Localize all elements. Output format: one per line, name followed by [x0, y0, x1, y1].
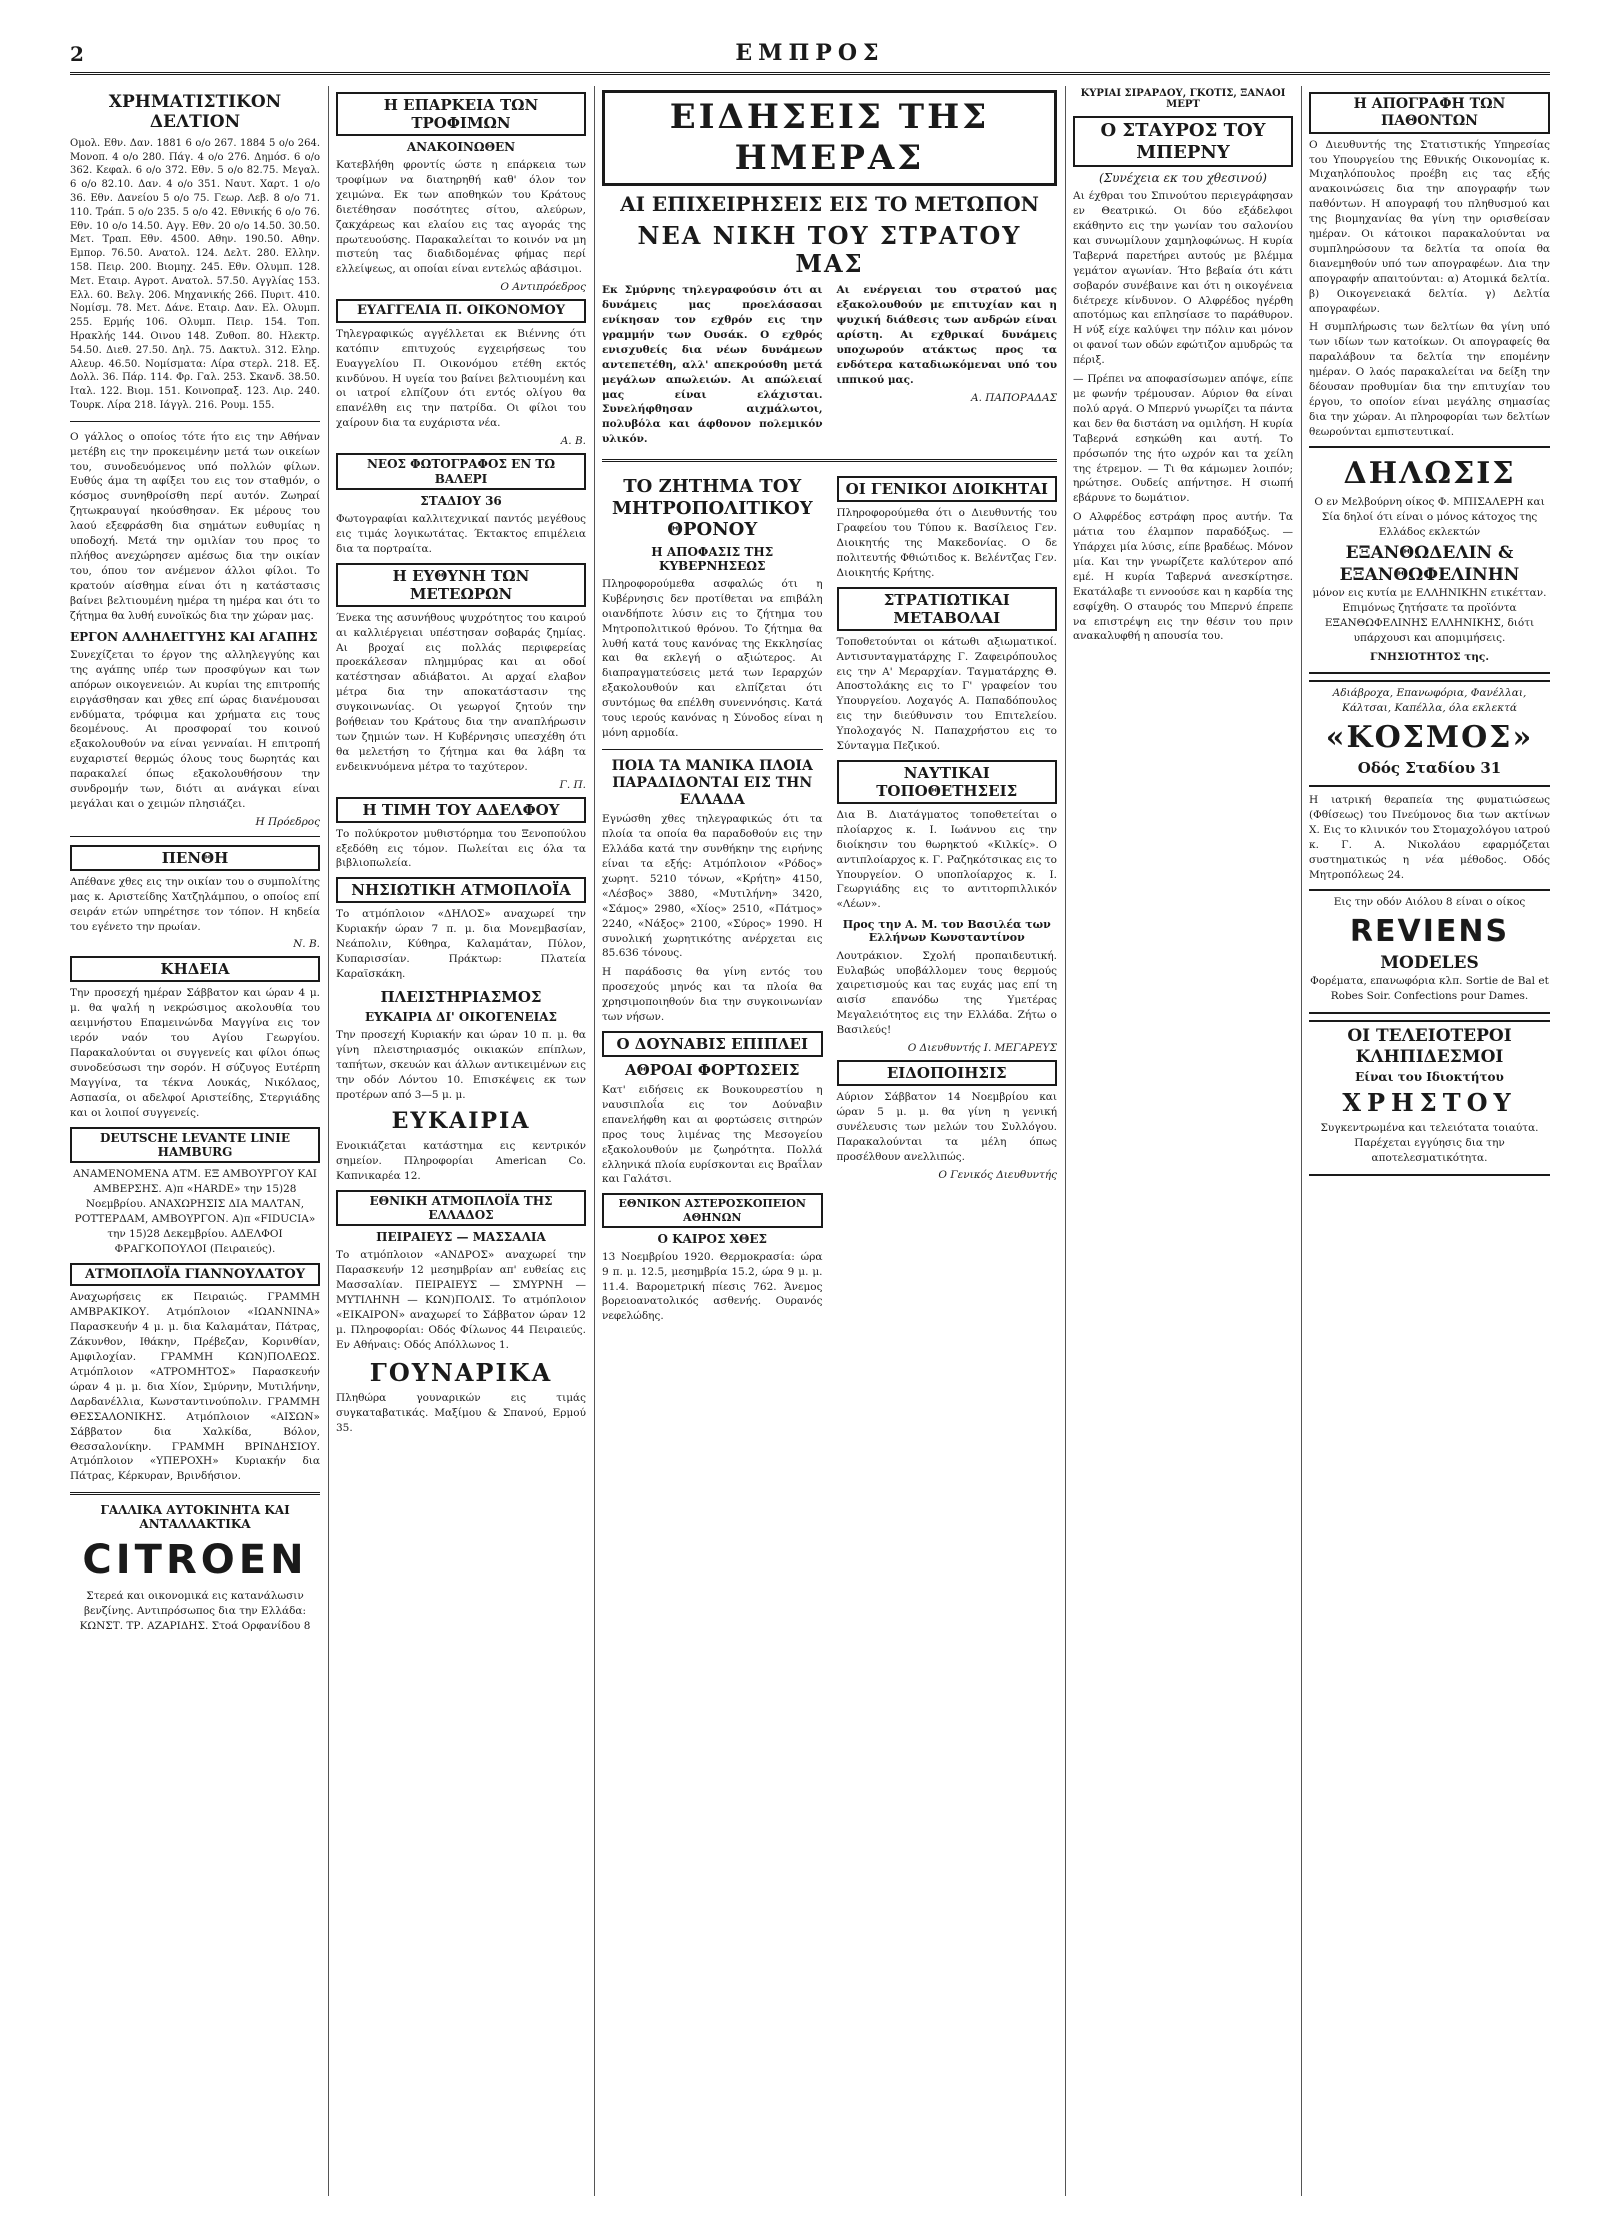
kosmos-ad — [1309, 680, 1550, 787]
palace-text: Λουτράκιον. Σχολή προπαιδευτική. Ευλαβώς υποβάλλομεν τους θερμούς χαιρετισμούς και τας ευχάς μας επί τη αισίσ επανόδω της Υμετέρας Μεγαλειότητος εις την Ελλάδα. Ζήτω ο Βασιλεύς! — [836, 949, 1057, 1037]
news-text: Εγνώσθη χθες τηλεγραφικώς ότι τα πλοία τα οποία θα παραδοθούν εις την Ελλάδα κατά την συνθήκην της ειρήνης είναι τα εξής: Ατμόπλοιον «Ρόδος» χωρητ. 5210 τόνων, «Κρήτη» 4150, «Λέσβος» 3880, «Μυτιλήνη» 3420, «Σάμος» 2980, «Χίος» 2510, «Πάτμος» 2240, «Νάξος» 2100, «Σύρος» 1990. Η συνολική χωρητικότης ανέρχεται εις 85.636 τόνους. — [602, 813, 823, 960]
giannoulatou-text: Αναχωρήσεις εκ Πειραιώς. ΓΡΑΜΜΗ ΑΜΒΡΑΚΙΚΟΥ. Ατμόπλοιον «ΙΩΑΝΝΙΝΑ» Παρασκευήν 4 μ. μ. δια Καλαμάταν, Πάτρας, Ζάκυνθον, Ιθάκην, Πρέβεζαν, Κορινθίαν, Αμφιλοχίαν. ΓΡΑΜΜΗ ΚΩΝ)ΠΟΛΕΩΣ. Ατμόπλοιον «ΑΤΡΟΜΗΤΟΣ» Παρασκευήν ώραν 4 μ. μ. δια Χίον, Σμύρνην, Μυτιλήνην, Δαρδανέλλια, Κωνσταντινούπολιν. ΓΡΑΜΜΗ ΘΕΣΣΑΛΟΝΙΚΗΣ. Ατμόπλοιον «ΑΙΣΩΝ» Σάββατον δια Χαλκίδα, Βόλον, Θεσσαλονίκην. ΓΡΑΜΜΗ ΒΡΙΝΔΗΣΙΟΥ. Ατμόπλοιον «ΥΠΕΡΟΧΗ» Κυριακήν δια Πάτρας, Κέρκυραν, Βρινδήσιον. — [70, 1291, 320, 1483]
column-4 — [1073, 86, 1293, 2196]
subcolumn-right — [837, 470, 1058, 1328]
last-subtitle: Είναι του Ιδιοκτήτου — [1355, 1070, 1504, 1085]
subcolumn-left — [602, 470, 823, 1328]
penthi-title: ΠΕΝΘΗ — [70, 845, 320, 871]
kosmos-title: «ΚΟΣΜΟΣ» — [1325, 720, 1534, 756]
palace-signature: Ο Διευθυντής Ι. ΜΕΓΑΡΕΥΣ — [907, 1042, 1057, 1055]
photo-text: Φωτογραφίαι καλλιτεχνικαί παντός μεγέθους εις τιμάς λογικωτάτας. Έκτακτος επιμέλεια δια τα πορτραίτα. — [336, 512, 586, 555]
column-1 — [70, 86, 320, 2196]
notice-signature: Ο Γενικός Διευθυντής — [938, 1168, 1057, 1181]
subcolumns — [602, 470, 1057, 1328]
kideia-text: Την προσεχή ημέραν Σάββατον και ώραν 4 μ. μ. θα ψαλή η νεκρώσιμος ακολουθία του αειμνήστου Επαμεινώνδα Μαγγίνα εις τον ιερόν ναόν του Αγίου Γεωργίου. Παρακαλούνται οι συγγενείς και φίλοι όπως συνοδεύσωσι την σορόν. Η σύζυγος Ευτέρπη Μαγγίνα, τα τέκνα Λουκάς, Νικόλαος, Ασπασία, οι αδελφοί Αριστείδης, Στεργιάδης και οι λοιποί συγγενείς. — [70, 987, 320, 1119]
photo-subtitle: ΣΤΑΔΙΟΥ 36 — [420, 493, 502, 508]
throne-subtitle: Η ΑΠΟΦΑΣΙΣ ΤΗΣ ΚΥΒΕΡΝΗΣΕΩΣ — [651, 544, 774, 573]
general-admin-text: Πληροφορούμεθα ότι ο Διευθυντής του Γραφείου του Τύπου κ. Βασίλειος Γεν. Διοικητής της Μακεδονίας. Ο δε πολιτευτής Φθιώτιδος κ. Βελέντζας Γεν. Διοικητής Κρήτης. — [836, 507, 1057, 579]
notice-title: ΕΙΔΟΠΟΙΗΣΙΣ — [837, 1060, 1058, 1086]
food-signature: Ο Αντιπρόεδρος — [500, 281, 586, 294]
column-divider — [1065, 86, 1066, 2196]
kideia-title: ΚΗΔΕΙΑ — [70, 956, 320, 982]
fur-title: ΓΟΥΝΑΡΙΚΑ — [369, 1357, 553, 1387]
ergon-signature: Η Πρόεδρος — [255, 815, 320, 828]
serial-head-top: ΚΥΡΙΑΙ ΣΙΡΑΡΔΟΥ, ΓΚΟΤΙΣ, ΞΑΝΑΟΙ ΜΕΡΤ — [1080, 88, 1286, 110]
reviens-top: Εις την οδόν Αιόλου 8 είναι ο οίκος — [1333, 895, 1526, 908]
serial-text-a: Αι έχθραι του Σπινούτου περιεγράφησαν εν Θεατρικώ. Οι δύο εξάδελφοι εκάθηντο εις την γωνίαν του σαλονίου και συνωμίλουν χαμηλοφώνως. Η κυρία Ταβερνά παρετήρει αυτούς με βλέμμα γεμάτον αγωνίαν. Ήτο βεβαία ότι κάτι σοβαρόν συνέβαινε και ότι η οικογένεια διέτρεχε κίνδυνον. Ο Αλφρέδος ηγέρθη αποτόμως και επλησίασε το παράθυρον. Η νύξ είχε καλύψει την πόλιν και μόνον οι φανοί των οδών εφώτιζον αμυδρώς τα πέριξ. — [1073, 190, 1293, 367]
lead-subtitle: ΝΕΑ ΝΙΚΗ ΤΟΥ ΣΤΡΑΤΟΥ ΜΑΣ — [637, 220, 1022, 279]
ergon-text: Συνεχίζεται το έργον της αλληλεγγύης και της αγάπης υπέρ των προσφύγων και των απόρων οικογενειών. Αι κυρίαι της επιτροπής ειργάσθησαν και χθες επί ώρας διανέμουσαι ενδύματα, τρόφιμα και χρήματα εις τους δεομένους. Αι προσφοραί του κοινού εξακολουθούν να είναι γενναίαι. Η επιτροπή ευχαριστεί θερμώς όλους τους δωρητάς και παρακαλεί όπως εξακολουθήσουν την συνδρομήν των, διότι αι ανάγκαι είναι μεγάλαι και ο χειμών πλησιάζει. — [70, 648, 320, 810]
citroen-brand: CITROEN — [82, 1537, 308, 1584]
column-divider — [328, 86, 329, 2196]
weather-text: Ένεκα της ασυνήθους ψυχρότητος του καιρού αι καλλιέργειαι υπέστησαν σοβαράς ζημίας. Αι βροχαί εις πολλάς περιφερείας προεκάλεσαν πλημμύρας και αι οδοί κατέστησαν αδιάβατοι. Αι αρχαί ελαβον μέτρα δια την αποκατάστασιν της συγκοινωνίας. Οι γεωργοί ζητούν την βοήθειαν του Κράτους δια την αναπλήρωσιν των ζημιών των. Η Κυβέρνησις υπεσχέθη ότι θα μελετήση το ζήτημα και θα λάβη τα ενδεικνυόμενα μέτρα το ταχύτερον. — [336, 611, 586, 773]
deutsche-title: DEUTSCHE LEVANTE LINIE HAMBURG — [70, 1127, 320, 1164]
eukairia-text: Ενοικιάζεται κατάστημα εις κεντρικόν σημείον. Πληροφορίαι American Co. Καπνικαρέα 12. — [336, 1139, 586, 1182]
column-3 — [602, 86, 1057, 2196]
kosmos-address: Οδός Σταδίου 31 — [1357, 759, 1502, 778]
stock-text: Ομολ. Εθν. Δαν. 1881 6 ο/ο 267. 1884 5 ο/ο 264. Μονοπ. 4 ο/ο 280. Πάγ. 4 ο/ο 276. Δημόσ. 6 ο/ο 362. Κεφαλ. 6 ο/ο 372. Εθν. 5 ο/ο 82.75. Μεγαλ. 6 ο/ο 82.10. Δαν. 4 ο/ο 351. Ναυτ. Χαρτ. 1 ο/ο 36. Εθν. Δανείου 5 ο/ο 75. Γεωρ. Λεβ. 8 ο/ο 71. 110. Τράπ. 5 ο/ο 235. 5 ο/ο 42. Εθνικής 6 ο/ο 76. Εθν. 10 ο/ο 14.50. Αγγ. Εθν. 20 ο/ο 14.50. 30.50. Μετ. Τραπ. Εθν. 4500. Αθην. 190.50. Αθην. Εμπορ. 76.50. Ανατολ. 124. Δελτ. 280. Ελλην. 158. Πειρ. 200. Βιομηχ. 245. Εθν. Ολυμπ. 128. Μετ. Εταιρ. Αγροτ. Ανατολ. 57.50. Αγγλίας 153. Ελλ. 60. Βελγ. 206. Μηχανικής 266. Πυριτ. 410. Νομίσμ. 78. Μετ. Δάνε. Εταιρ. Δαν. Ελ. Ολυμπ. 255. Ερμής 106. Ολυμπ. Πειρ. 154. Τοπ. Ηρακλής 144. Οινου 148. Ζυθοπ. 80. Ηλεκτρ. 54.50. Διεθ. 27.50. Δηλ. 75. Δακτυλ. 312. Εληρ. Αλευρ. 46.50. Νομίσματα: Λίρα στερλ. 218. Εξ. Δολλ. 36. Πάρ. 114. Φρ. Γαλ. 253. Σκανδ. 38.50. Ιταλ. 122. Βιομ. 151. Κοινοπραξ. 123. Λιρ. 240. Τουρκ. Λίρα 218. Ιάγγλ. 216. Ρουμ. 155. — [70, 137, 320, 411]
auction-title: ΠΛΕΙΣΤΗΡΙΑΣΜΟΣ — [380, 987, 542, 1006]
last-title: ΟΙ ΤΕΛΕΙΟΤΕΡΟΙ ΚΛΗΠΙΔΕΣΜΟΙ — [1347, 1025, 1512, 1067]
shipping-title: ΝΑΥΤΙΚΑΙ ΤΟΠΟΘΕΤΗΣΕΙΣ — [837, 760, 1058, 804]
throne-text: Πληροφορούμεθα ασφαλώς ότι η Κυβέρνησις δεν προτίθεται να επιβάλη οιανδήποτε λύσιν εις το ζήτημα του Μητροπολιτικού θρόνου. Το ζήτημα θα λυθή κατά τους κανόνας της Εκκλησίας και θα εκλεγή ο αξιώτερος. Αι διαπραγματεύσεις μετά των Ιεραρχών εξακολουθούν και ελπίζεται ότι συντόμως θα επέλθη συνεννόησις. Κατά τους ιερούς κανόνας η Σύνοδος είναι η μόνη αρμοδία. — [602, 577, 823, 739]
danube-text: Κατ' ειδήσεις εκ Βουκουρεστίου η ναυσιπλοΐα εις τον Δούναβιν επανελήφθη και αι φορτώσεις σιτηρών προς τους λιμένας της Μεσογείου εξακολουθούν με ζωηρότητα. Πολλά ελληνικά πλοία ευρίσκονται εις Βραΐλαν και Γαλάτσι. — [602, 1083, 823, 1186]
news-banner: ΕΙΔΗΣΕΙΣ ΤΗΣ ΗΜΕΡΑΣ — [602, 90, 1057, 186]
auction-text: Την προσεχή Κυριακήν και ώραν 10 π. μ. θα γίνη πλειστηριασμός οικιακών επίπλων, ταπήτων, σκευών και άλλων αντικειμένων εις την οδόν Λόντου 10. Επισκέψεις εκ των προτέρων από 3—5 μ. μ. — [336, 1028, 586, 1101]
weather-station-subtitle: Ο ΚΑΙΡΟΣ ΧΘΕΣ — [657, 1231, 768, 1246]
weather-signature: Γ. Π. — [559, 778, 586, 791]
declaration-text: Ο εν Μελβούρνη οίκος Φ. ΜΠΙΣΑΛΕΡΗ και Σία δηλοί ότι είναι ο μόνος κάτοχος της Ελλάδος εκλεκτών — [1314, 495, 1545, 538]
palace-title: Προς την Α. Μ. τον Βασιλέα των Ελλήνων Κωνσταντίνον — [842, 918, 1051, 945]
reviens-ad — [1309, 889, 1550, 1014]
citroen-text: Στερεά και οικονομικά εις κατανάλωσιν βενζίνης. Αντιπρόσωπος δια την Ελλάδα: ΚΩΝΣΤ. ΤΡ. ΑΖΑΡΙΔΗΣ. Στοά Ορφανίδου 8 — [79, 1590, 311, 1633]
last-text: Συγκεντρωμένα και τελειότατα τοιαύτα. Παρέχεται εγγύησις δια την αποτελεσματικότητα. — [1320, 1122, 1539, 1164]
ethniki-subtitle: ΠΕΙΡΑΙΕΥΣ — ΜΑΣΣΑΛΙΑ — [376, 1230, 546, 1245]
military-text: Τοποθετούνται οι κάτωθι αξιωματικοί. Αντισυνταγματάρχης Γ. Ζαφειρόπουλος εις την Α' Μεραρχίαν. Ταγματάρχης Θ. Αποστολάκης εις το Γ' γραφείον του Υπουργείου. Λοχαγός Α. Παπαδόπουλος εις την διεύθυνσιν του Επιτελείου. Υπολοχαγός Ν. Παπαχρήστου εις το Σύνταγμα Πεζικού. — [836, 635, 1057, 753]
brother-title: Η ΤΙΜΗ ΤΟΥ ΑΔΕΛΦΟΥ — [336, 797, 586, 823]
military-title: ΣΤΡΑΤΙΩΤΙΚΑΙ ΜΕΤΑΒΟΛΑΙ — [837, 587, 1058, 631]
weather-station-title: ΕΘΝΙΚΟΝ ΑΣΤΕΡΟΣΚΟΠΕΙΟΝ ΑΘΗΝΩΝ — [602, 1193, 823, 1227]
food-text: Κατεβλήθη φροντίς ώστε η επάρκεια των τροφίμων να διατηρηθή καθ' όλον τον χειμώνα. Εκ των αποθηκών του Κράτους διετέθησαν ποσότητες σίτου, αλεύρων, ζακχάρεως και ελαίου εις τας αγοράς της πρωτευούσης. Παρακαλείται το κοινόν να μη πιστεύη τας διαδιδομένας φήμας περί ελλείψεως, αι οποίαι είναι εντελώς αβάσιμοι. — [336, 159, 586, 276]
lead-title: ΑΙ ΕΠΙΧΕΙΡΗΣΕΙΣ ΕΙΣ ΤΟ ΜΕΤΩΠΟΝ — [620, 191, 1039, 216]
shipping-text: Δια Β. Διατάγματος τοποθετείται ο πλοίαρχος κ. Ι. Ιωάννου εις την διοίκησιν του θωρηκτού «Κιλκίς». Ο αντιπλοίαρχος κ. Γ. Ραζηκότσικας εις το Υπουργείον. Ο υποπλοίαρχος κ. Ι. Γεωργιάδης εις το αντιτορπιλλικόν «Λέων». — [836, 808, 1057, 911]
ergon-title: ΕΡΓΟΝ ΑΛΛΗΛΕΓΓΥΗΣ ΚΑΙ ΑΓΑΠΗΣ — [70, 629, 318, 644]
auction-subtitle: ΕΥΚΑΙΡΙΑ ΔΙ' ΟΙΚΟΓΕΝΕΙΑΣ — [364, 1009, 558, 1024]
lead-text-b: Αι ενέργειαι του στρατού μας εξακολουθούν με επιτυχίαν και η ψυχική διάθεσις των ανδρών είναι αρίστη. Αι εχθρικαί δυνάμεις υποχωρούν ατάκτως προς τα ενδότερα καταδιωκόμεναι υπό του ιππικού μας. — [836, 284, 1057, 386]
photo-title: ΝΕΟΣ ΦΩΤΟΓΡΑΦΟΣ ΕΝ ΤΩ ΒΑΛΕΡΙ — [336, 453, 586, 490]
news-text-b: Η παράδοσις θα γίνη εντός του προσεχούς μηνός και τα πλοία θα χρησιμοποιηθούν δια την συγκοινωνίαν των νήσων. — [602, 966, 823, 1024]
column-2 — [336, 86, 586, 2196]
reviens-subtitle: MODELES — [1380, 952, 1479, 973]
brother-text: Το πολύκροτον μυθιστόρημα του Ξενοπούλου εξεδόθη εις τόμον. Πωλείται εις όλα τα βιβλιοπωλεία. — [336, 827, 586, 870]
deutsche-text: ΑΝΑΜΕΝΟΜΕΝΑ ΑΤΜ. ΕΞ ΑΜΒΟΥΡΓΟΥ ΚΑΙ ΑΜΒΕΡΣΗΣ. Α)π «HARDE» την 15)28 Νοεμβρίου. ΑΝΑΧΩΡΗΣΙΣ ΔΙΑ ΜΑΛΤΑΝ, ΡΟΤΤΕΡΔΑΜ, ΑΜΒΟΥΡΓΟΝ. Α)π «FIDUCIA» την 15)28 Δεκεμβρίου. ΑΔΕΛΦΟΙ ΦΡΑΓΚΟΠΟΥΛΟΙ (Πειραιεύς). — [73, 1168, 317, 1255]
ethniki-text: Το ατμόπλοιον «ΑΝΔΡΟΣ» αναχωρεί την Παρασκευήν 12 μεσημβρίαν απ' ευθείας εις Μασσαλίαν. ΠΕΙΡΑΙΕΥΣ — ΣΜΥΡΝΗ — ΜΥΤΙΛΗΝΗ — ΚΩΝ)ΠΟΛΙΣ. Το ατμόπλοιον «ΕΙΚΑΙΡΟΝ» αναχωρεί το Σάββατον ώραν 12 μ. Πληροφορίαι: Οδός Φίλωνος 44 Πειραιεύς. Εν Αθήναις: Οδός Απόλλωνος 1. — [336, 1249, 586, 1351]
declaration-product: ΕΞΑΝΘΩΔΕΛΙΝ & ΕΞΑΝΘΩΦΕΛΙΝΗΝ — [1339, 543, 1520, 585]
kosmos-top: Αδιάβροχα, Επανωφόρια, Φανέλλαι, Κάλτσαι, Καπέλλα, όλα εκλεκτά — [1332, 687, 1527, 715]
masthead — [70, 38, 1550, 75]
giannoulatou-title: ΑΤΜΟΠΛΟΪΑ ΓΙΑΝΝΟΥΛΑΤΟΥ — [70, 1263, 320, 1287]
penthi-text: Απέθανε χθες εις την οικίαν του ο συμπολίτης μας κ. Αριστείδης Χατζηλάμπου, ο οποίος επί σειράν ετών υπηρέτησε τον τόπον. Η κηδεία του εγένετο την πρωίαν. — [70, 875, 320, 933]
lead-columns — [602, 283, 1057, 451]
newspaper-page — [70, 38, 1550, 2203]
notice-text: Αύριον Σάββατον 14 Νοεμβρίου και ώραν 5 μ. μ. θα γίνη η γενική συνέλευσις των μελών του Συλλόγου. Παρακαλούνται τα μέλη όπως προσέλθουν ανελλιπώς. — [836, 1091, 1057, 1163]
news-title: ΠΟΙΑ ΤΑ ΜΑΝΙΚΑ ΠΛΟΙΑ ΠΑΡΑΔΙΔΟΝΤΑΙ ΕΙΣ ΤΗΝ ΕΛΛΑΔΑ — [611, 757, 813, 808]
reviens-title: REVIENS — [1349, 913, 1510, 949]
island-text: Το ατμόπλοιον «ΔΗΛΟΣ» αναχωρεί την Κυριακήν ώραν 7 π. μ. δια Μονεμβασίαν, Νεάπολιν, Κύθηρα, Καλαμάταν, Πύλον, Κυπαρισσίαν. Πράκτωρ: Πλατεία Καραϊσκάκη. — [336, 908, 586, 980]
nurse-title: ΕΥΑΓΓΕΛΙΑ Π. ΟΙΚΟΝΟΜΟΥ — [336, 299, 586, 323]
column-5 — [1309, 86, 1550, 2196]
census-title: Η ΑΠΟΓΡΑΦΗ ΤΩΝ ΠΑΘΟΝΤΩΝ — [1309, 92, 1550, 134]
reviens-text: Φορέματα, επανωφόρια κλπ. Sortie de Bal et Robes Soir. Confections pour Dames. — [1310, 974, 1549, 1002]
serial-subtitle: (Συνέχεια εκ του χθεσινού) — [1099, 171, 1267, 186]
lead-text-a: Εκ Σμύρνης τηλεγραφούσιν ότι αι δυνάμεις μας προελάσασαι ενίκησαν τον εχθρόν εις την γραμμήν των Ουσάκ. Ο εχθρός ενισχυθείς δια νέων δυνάμεων αντεπετέθη, αλλ' απεκρούσθη μετά μεγάλων απωλειών. Αι απώλειαί μας είναι ελάχισται. Συνελήφθησαν αιχμάλωτοι, πολυβόλα και άφθονον πολεμικόν υλικόν. — [602, 284, 823, 446]
weather-title: Η ΕΥΘΥΝΗ ΤΩΝ ΜΕΤΕΩΡΩΝ — [336, 563, 586, 607]
nurse-text: Τηλεγραφικώς αγγέλλεται εκ Βιέννης ότι κατόπιν επιτυχούς εγχειρήσεως του Ευαγγελίου Π. Οικονόμου ετέθη εκτός κινδύνου. Η υγεία του βαίνει βελτιουμένη και οι ιατροί ελπίζουν ότι εντός ολίγου θα επανέλθη εις την πατρίδα. Οι φίλοι του χαίρουν δια τα ευχάριστα νέα. — [336, 327, 586, 430]
page-number: 2 — [70, 42, 84, 66]
lead-left — [602, 283, 823, 451]
last-name: ΧΡΗΣΤΟΥ — [1342, 1088, 1517, 1118]
danube-title: Ο ΔΟΥΝΑΒΙΣ ΕΠΙΠΛΕΙ — [602, 1031, 823, 1057]
declaration-title: ΔΗΛΩΣΙΣ — [1343, 455, 1516, 491]
food-title: Η ΕΠΑΡΚΕΙΑ ΤΩΝ ΤΡΟΦΙΜΩΝ — [336, 92, 586, 136]
column-divider — [1301, 86, 1302, 2196]
food-subtitle: ΑΝΑΚΟΙΝΩΘΕΝ — [406, 140, 516, 154]
column-divider — [594, 86, 595, 2196]
ethniki-title: ΕΘΝΙΚΗ ΑΤΜΟΠΛΟΪΑ ΤΗΣ ΕΛΛΑΔΟΣ — [336, 1190, 586, 1227]
citroen-top: ΓΑΛΛΙΚΑ ΑΥΤΟΚΙΝΗΤΑ ΚΑΙ ΑΝΤΑΛΛΑΚΤΙΚΑ — [100, 1503, 290, 1532]
last-ad — [1309, 1020, 1550, 1176]
weather-station-text: 13 Νοεμβρίου 1920. Θερμοκρασία: ώρα 9 π. μ. 12.5, μεσημβρία 15.2, ώρα 9 μ. μ. 11.4. Βαρομετρική πίεσις 762. Άνεμος βορειοανατολικός ασθενής. Ουρανός νεφελώδης. — [602, 1250, 823, 1323]
medical-text: Η ιατρική θεραπεία της φυματιώσεως (Φθίσεως) του Πνεύμονος δια των ακτίνων Χ. Εις το κλινικόν του Στομαχολόγου ιατρού κ. Γ. Α. Νικολάου εφαρμόζεται συστηματικώς η νέα μέθοδος. Οδός Μητροπόλεως 24. — [1309, 794, 1550, 881]
declaration-signature: ΓΝΗΣΙΟΤΗΤΟΣ της. — [1370, 650, 1489, 663]
lead-signature: Α. ΠΑΠΟΡΑΔΑΣ — [971, 391, 1057, 404]
serial-title: Ο ΣΤΑΥΡΟΣ ΤΟΥ ΜΠΕΡΝΥ — [1073, 116, 1293, 167]
serial-text-c: Ο Αλφρέδος εστράφη προς αυτήν. Τα μάτια του έλαμπον παραδόξως. — Υπάρχει μία λύσις, είπε βραδέως. Μόνον μία. Και την γνωρίζετε καλύτερον από εμέ. Η κυρία Ταβερνά ανεσκίρτησε. Εκατάλαβε τι εννοούσε και η καρδία της εσφίχθη. Ο σταυρός του Μπερνύ έπρεπε να επιστρέψη εις την θέσιν του πριν ανακαλυφθή η απουσία του. — [1073, 511, 1293, 643]
danube-subtitle: ΑΘΡΟΑΙ ΦΟΡΤΩΣΕΙΣ — [624, 1060, 800, 1079]
declaration-text-b: μόνον εις κυτία με ΕΛΛΗΝΙΚΗΝ ετικέτταν. Επιμόνως ζητήσατε τα προϊόντα ΕΞΑΝΘΩΦΕΛΙΝΗΣ ΕΛΛΗΝΙΚΗΣ, διότι υπάρχουσι και απομιμήσεις. — [1312, 586, 1547, 644]
serial-text-b: — Πρέπει να αποφασίσωμεν απόψε, είπε με φωνήν τρέμουσαν. Αύριον θα είναι πολύ αργά. Ο Μπερνύ γνωρίζει τα πάντα και δεν θα διστάση να ομιλήση. Η κυρία Ταβερνά εσηκώθη και αυτή. Το πρόσωπόν της ήτο ωχρόν και τα χείλη της έτρεμον. — Τι θα κάμωμεν λοιπόν; ηρώτησε. Ουδείς απήντησε. Η σιωπή εβάρυνε το δωμάτιον. — [1073, 373, 1293, 505]
general-admin-title: ΟΙ ΓΕΝΙΚΟΙ ΔΙΟΙΚΗΤΑΙ — [837, 476, 1058, 502]
eukairia-title: ΕΥΚΑΙΡΙΑ — [391, 1108, 531, 1135]
declaration-ad — [1309, 446, 1550, 675]
general-text: Ο γάλλος ο οποίος τότε ήτο εις την Αθήναν μετέβη εις την προκειμένην μετά των οικείων του, συνοδευόμενος υπό πολλών φίλων. Ευθύς άμα τη αφίξει του εις τον σταθμόν, ο κόσμος συνηθροίσθη περί αυτόν. Ζωηραί ζητωκραυγαί ηκούσθησαν. Εκ μέρους του λαού εξεφράσθη δια σημάτων ευθυμίας η υποδοχή. Μετά την ομιλίαν του προς το πλήθος ανεχώρησεν αμέσως δια την οικίαν του, όπου τον ανέμενον άλλοι φίλοι. Το κρατούν αίσθημα είναι ότι η κατάστασις βαίνει βελτιουμένη ημέρα τη ημέρα και ότι το ζήτημα θα λυθή ευνοϊκώς δια την χώραν μας. — [70, 430, 320, 622]
penthi-signature: Ν. Β. — [293, 938, 320, 951]
nurse-signature: Α. Β. — [560, 435, 586, 448]
stock-title: ΧΡΗΜΑΤΙΣΤΙΚΟΝ ΔΕΛΤΙΟΝ — [108, 92, 282, 133]
island-title: ΝΗΣΙΩΤΙΚΗ ΑΤΜΟΠΛΟΪΑ — [336, 877, 586, 903]
fur-text: Πληθώρα γουναρικών εις τιμάς συγκαταβατικάς. Μαξίμου & Σπανού, Ερμού 35. — [336, 1392, 586, 1435]
lead-right — [837, 283, 1058, 451]
census-text-b: Η συμπλήρωσις των δελτίων θα γίνη υπό των ιδίων των κατοίκων. Οι απογραφείς θα παραλάβουν τα δελτία την επομένην ημέραν. Ο λαός παρακαλείται να δείξη την δέουσαν προθυμίαν δια την επιτυχίαν του έργου, το οποίον είναι μεγάλης σημασίας δια την χώραν. Αι πληροφορίαι των δελτίων θεωρούνται εμπιστευτικαί. — [1309, 321, 1550, 438]
census-text-a: Ο Διευθυντής της Στατιστικής Υπηρεσίας του Υπουργείου της Εθνικής Οικονομίας κ. Μιχαηλόπουλος προέβη εις τας εξής ανακοινώσεις δια την απογραφήν των παθόντων. Η απογραφή του πληθυσμού και της βιομηχανίας θα γίνη την ορισθείσαν ημέραν. Οι κάτοικοι παρακαλούνται να συμπληρώσουν τα δελτία τα οποία θα διανεμηθούν υπό των απογραφέων. Δια την απογραφήν απαιτούνται: α) Ατομικά δελτία. β) Οικογενειακά δελτία. γ) Δελτία απογραφέων. — [1309, 138, 1550, 315]
paper-name: ΕΜΠΡΟΣ — [735, 40, 885, 66]
throne-title: ΤΟ ΖΗΤΗΜΑ ΤΟΥ ΜΗΤΡΟΠΟΛΙΤΙΚΟΥ ΘΡΟΝΟΥ — [611, 476, 813, 541]
